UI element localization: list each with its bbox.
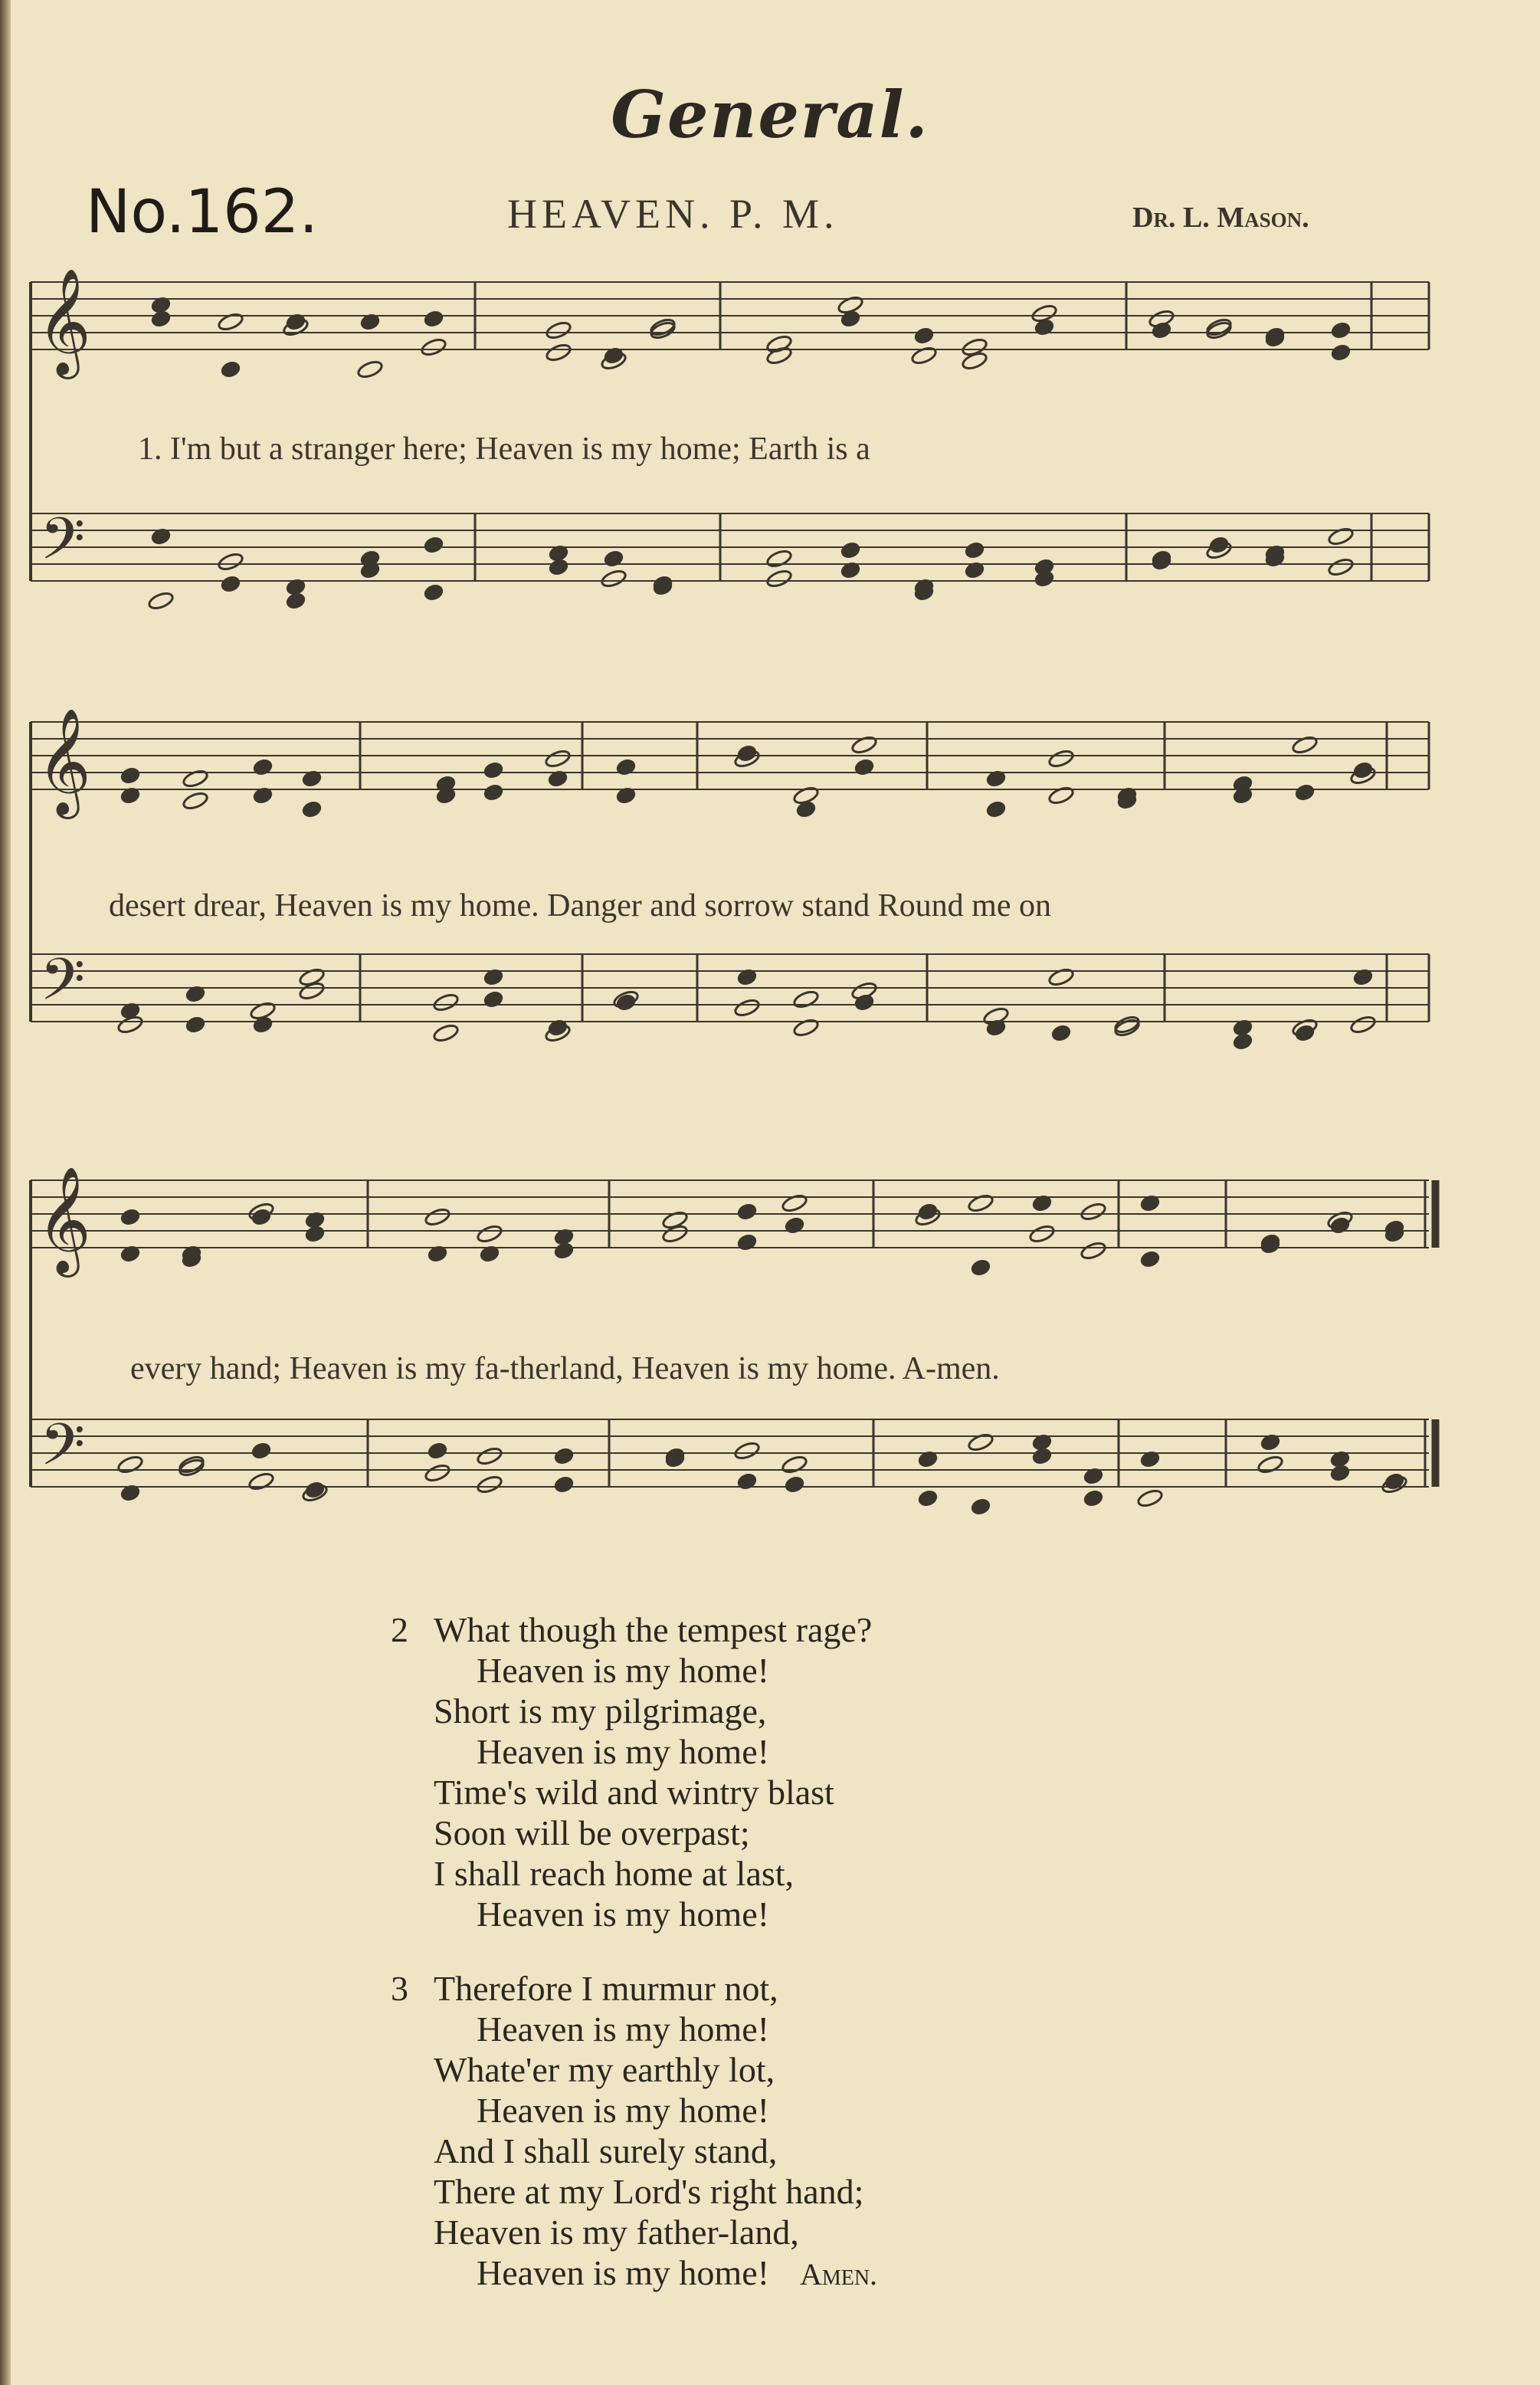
verse-line: Heaven is my home!	[477, 1732, 769, 1771]
verses	[391, 1609, 877, 2328]
lyric-line-3: every hand; Heaven is my fa-therland, Heaven is my home. A-men.	[130, 1351, 1000, 1386]
verse-line: Heaven is my home!	[477, 1651, 769, 1690]
amen: Amen.	[799, 2257, 878, 2292]
music-system-1	[23, 261, 1440, 659]
verse-line: Time's wild and wintry blast	[434, 1773, 834, 1812]
svg-text:𝄢: 𝄢	[40, 1411, 86, 1493]
verse-line: There at my Lord's right hand;	[434, 2172, 864, 2211]
verse-line: Short is my pilgrimage,	[434, 1691, 767, 1731]
stanza-2	[391, 1609, 877, 1934]
lyric-line-1: 1. I'm but a stranger here; Heaven is my home; Earth is a	[138, 431, 870, 467]
verse-line: I shall reach home at last,	[434, 1854, 795, 1893]
verse-line: Heaven is my home!	[477, 1895, 769, 1934]
hymn-title: HEAVEN. P. M.	[507, 191, 839, 237]
svg-text:𝄞: 𝄞	[37, 708, 91, 815]
section-title: General.	[611, 77, 929, 153]
svg-text:𝄞: 𝄞	[37, 268, 91, 375]
hymn-number: No.162.	[86, 178, 319, 247]
svg-text:𝄢: 𝄢	[40, 946, 86, 1028]
verse-line: Soon will be overpast;	[434, 1813, 750, 1852]
verse-line: 2 What though the tempest rage?	[391, 1610, 873, 1649]
music-system-3	[23, 1142, 1440, 1571]
svg-text:𝄞: 𝄞	[37, 1166, 91, 1273]
stanza-3	[391, 1968, 877, 2295]
verse-number: 3	[391, 1969, 408, 2008]
verse-line: Heaven is my home! Amen.	[477, 2253, 878, 2292]
verse-line: Heaven is my father-land,	[434, 2213, 799, 2252]
verse-line: Heaven is my home!	[477, 2009, 769, 2049]
verse-line: Whate'er my earthly lot,	[434, 2050, 775, 2089]
music-system-2	[23, 690, 1440, 1104]
page-binding-edge	[0, 0, 11, 2385]
verse-line: Heaven is my home!	[477, 2091, 769, 2130]
composer: Dr. L. Mason.	[1132, 202, 1309, 234]
lyric-line-2: desert drear, Heaven is my home. Danger and sorrow stand Round me on	[109, 888, 1051, 923]
verse-line: 3 Therefore I murmur not,	[391, 1969, 778, 2008]
verse-number: 2	[391, 1610, 408, 1649]
svg-text:𝄢: 𝄢	[40, 505, 86, 587]
verse-line: And I shall surely stand,	[434, 2131, 778, 2170]
